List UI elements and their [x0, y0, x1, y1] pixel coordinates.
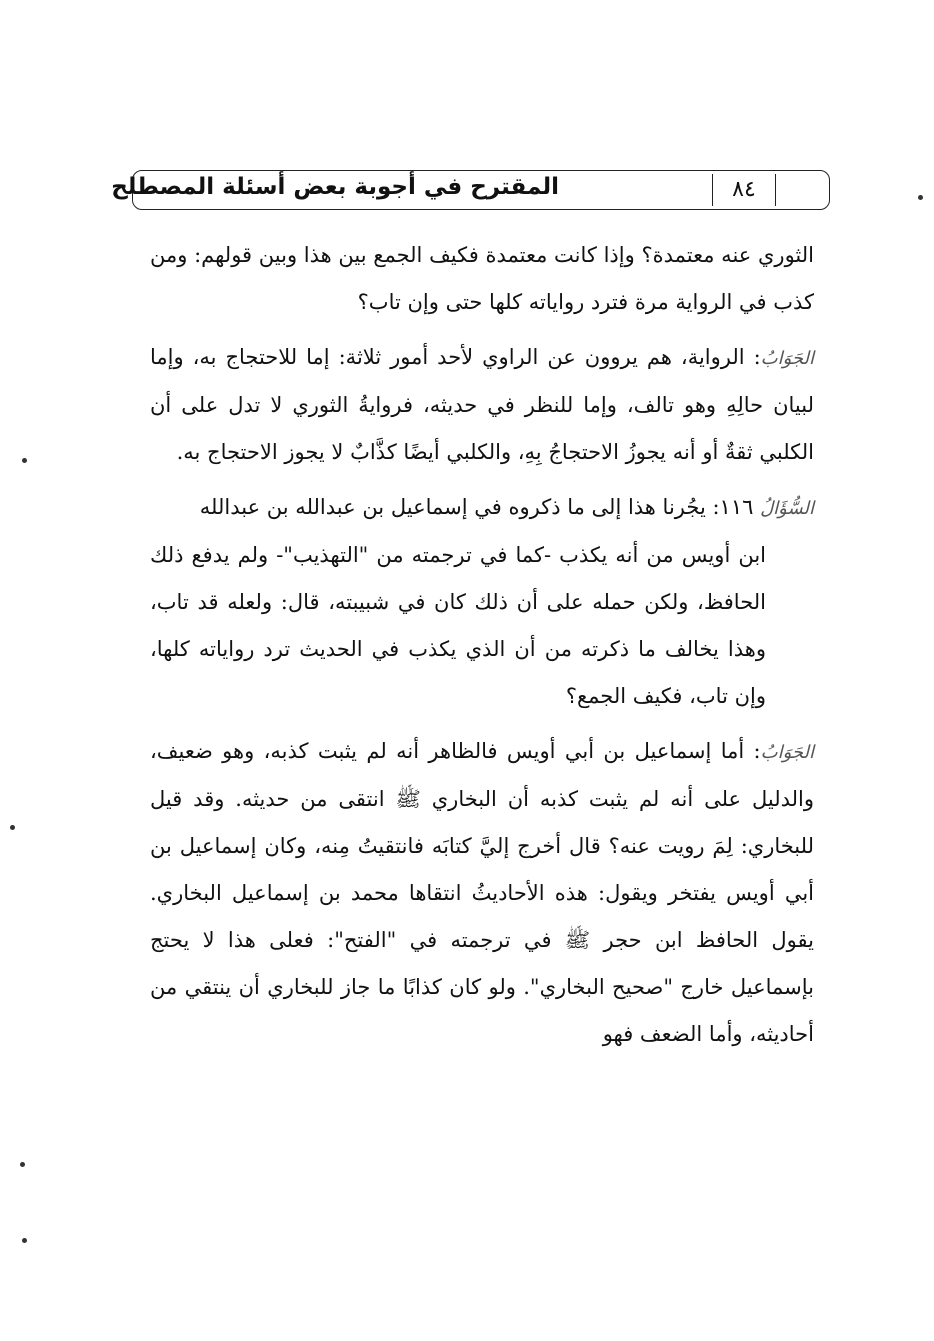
answer-paragraph	[150, 334, 814, 476]
question-paragraph	[150, 484, 814, 532]
body-text	[150, 232, 814, 1066]
margin-mark	[20, 1162, 25, 1167]
margin-mark	[918, 195, 923, 200]
answer-label: الجَوَابُ	[760, 742, 814, 763]
answer-paragraph	[150, 728, 814, 1058]
book-title: المقترح في أجوبة بعض أسئلة المصطلح	[111, 174, 559, 200]
page-number: ٨٤	[712, 174, 776, 206]
margin-mark	[22, 1238, 27, 1243]
question-label: السُّؤَالُ	[760, 498, 814, 519]
paragraph-text: الثوري عنه معتمدة؟ وإذا كانت معتمدة فكيف الجمع بين هذا وبين قولهم: ومن كذب في الرواية مرة فترد رواياته كلها حتى وإن تاب؟	[150, 243, 814, 314]
paragraph-text: ابن أويس من أنه يكذب -كما في ترجمته من "التهذيب"- ولم يدفع ذلك الحافظ، ولكن حمله على أن ذلك كان في شبيبته، قال: ولعله قد تاب، وهذا يخالف ما ذكرته من أن الذي يكذب في الحديث ترد رواياته كلها، وإن تاب، فكيف الجمع؟	[150, 543, 766, 708]
margin-mark	[22, 458, 27, 463]
paragraph-continuation	[150, 232, 814, 326]
margin-mark	[10, 825, 15, 830]
paragraph-text: : الرواية، هم يروون عن الراوي لأحد أمور ثلاثة: إما للاحتجاج به، وإما لبيان حالِهِ وهو تالف، وإما للنظر في حديثه، فروايةُ الثوري لا تدل على أن الكلبي ثقةٌ أو أنه يجوزُ الاحتجاجُ بِهِ، والكلبي أيضًا كذَّابٌ لا يجوز الاحتجاج به.	[150, 345, 814, 464]
paragraph-text: : أما إسماعيل بن أبي أويس فالظاهر أنه لم يثبت كذبه، وهو ضعيف، والدليل على أنه لم يثبت كذبه أن البخاري ﷺ انتقى من حديثه. وقد قيل للبخاري: لِمَ رويت عنه؟ قال أخرج إليَّ كتابَه فانتقيتُ مِنه، وكان إسماعيل بن أبي أويس يفتخر ويقول: هذه الأحاديثُ انتقاها محمد بن إسماعيل البخاري. يقول الحافظ ابن حجر ﷺ في ترجمته في "الفتح": فعلى هذا لا يحتج بإسماعيل خارج "صحيح البخاري". ولو كان كذابًا ما جاز للبخاري أن ينتقي من أحاديثه، وأما الضعف فهو	[150, 739, 814, 1046]
paragraph-text: ١١٦: يجُرنا هذا إلى ما ذكروه في إسماعيل بن عبدالله بن عبدالله	[199, 495, 761, 519]
question-continuation	[150, 532, 814, 720]
answer-label: الجَوَابُ	[760, 348, 814, 369]
